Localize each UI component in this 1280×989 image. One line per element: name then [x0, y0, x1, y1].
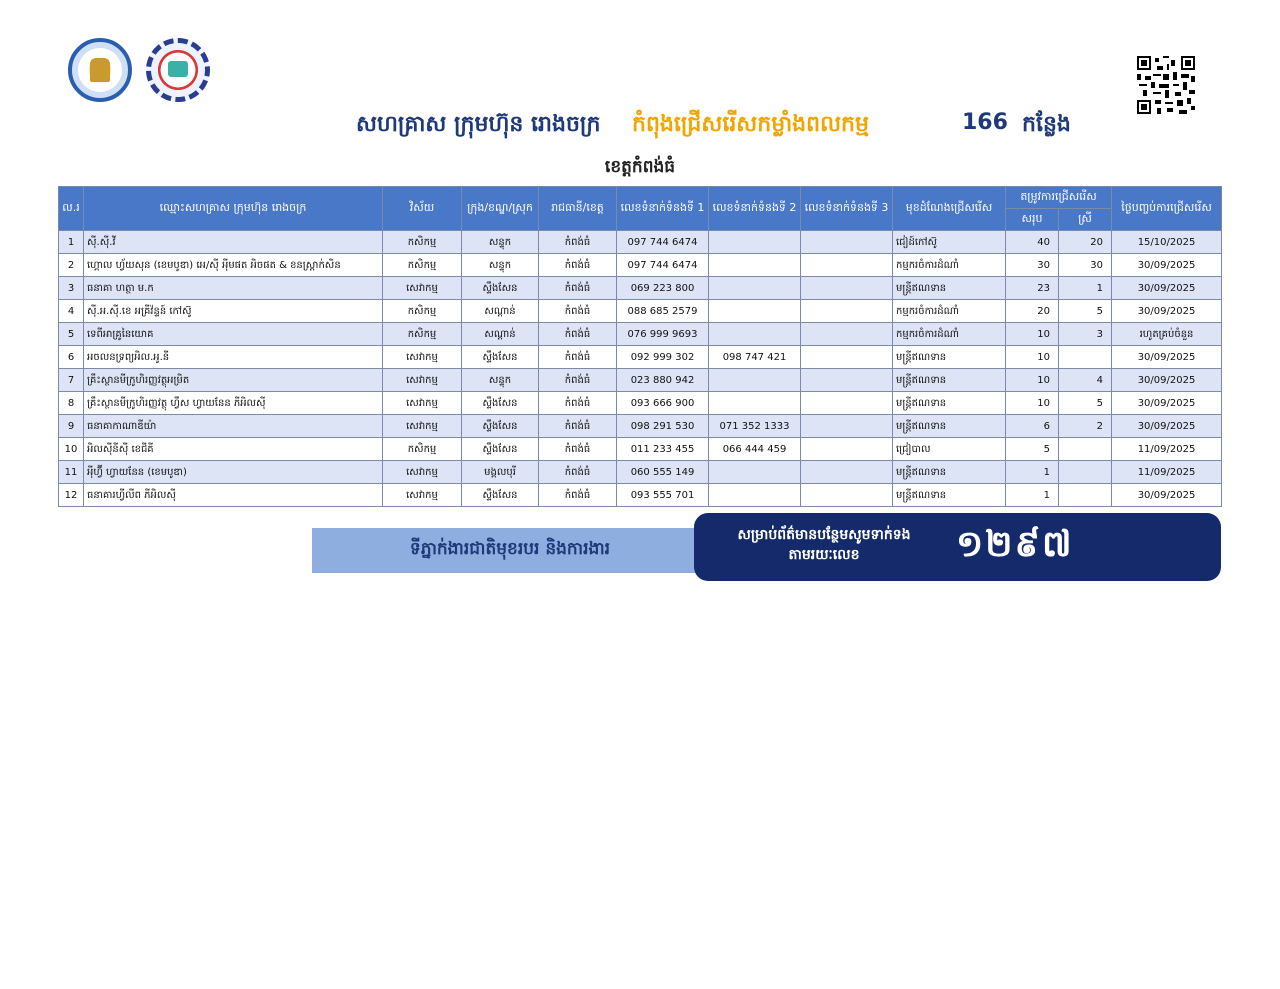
table-row: [59, 277, 1222, 300]
cell-phone3: [801, 369, 893, 392]
cell-phone1: 011 233 455: [617, 438, 709, 461]
cell-no: 10: [59, 438, 84, 461]
cell-province: កំពង់ធំ: [539, 323, 617, 346]
cell-company: ហ្គោល ហ្វ័យសុន (ខេមបូឌា) អេ/ស៊ី អុីមផត អិចផត & ខនស្ត្រាក់សិន: [84, 254, 383, 277]
cell-position: មន្ត្រីឥណទាន: [893, 484, 1006, 507]
cell-phone2: 071 352 1333: [709, 415, 801, 438]
cell-phone2: 066 444 459: [709, 438, 801, 461]
cell-phone2: [709, 300, 801, 323]
cell-total: 1: [1006, 461, 1059, 484]
cell-total: 10: [1006, 369, 1059, 392]
cell-sector: កសិកម្ម: [383, 254, 462, 277]
cell-company: អិលស៊ីនីស៊ី ខេជីគី: [84, 438, 383, 461]
cell-female: 20: [1059, 231, 1112, 254]
cell-phone2: [709, 369, 801, 392]
title-recruiting-label: កំពុងជ្រើសរើសកម្លាំងពលកម្ម: [632, 112, 869, 137]
cell-total: 10: [1006, 346, 1059, 369]
cell-sector: សេវាកម្ម: [383, 346, 462, 369]
cell-deadline: 30/09/2025: [1112, 392, 1222, 415]
cell-phone2: [709, 392, 801, 415]
header-phone1: លេខទំនាក់ទំនងទី 1: [617, 187, 709, 231]
header-province: រាជធានី/ខេត្ត: [539, 187, 617, 231]
cell-position: កម្មករចំការដំណាំ: [893, 254, 1006, 277]
cell-phone1: 088 685 2579: [617, 300, 709, 323]
cell-phone3: [801, 415, 893, 438]
table-row: [59, 323, 1222, 346]
cell-district: សន្ទុក: [462, 231, 539, 254]
cell-company: ធនាគារហ្វីលីព ភីអិលស៊ី: [84, 484, 383, 507]
cell-sector: កសិកម្ម: [383, 300, 462, 323]
cell-company: ទេពីអាគ្រូនៃយោគ: [84, 323, 383, 346]
cell-no: 4: [59, 300, 84, 323]
cell-no: 9: [59, 415, 84, 438]
agency-banner: [312, 528, 708, 573]
cell-female: 2: [1059, 415, 1112, 438]
cell-district: សណ្ដាន់: [462, 323, 539, 346]
cell-female: 5: [1059, 392, 1112, 415]
positions-unit: កន្លែង: [1022, 112, 1071, 137]
cell-total: 23: [1006, 277, 1059, 300]
cell-phone3: [801, 392, 893, 415]
cell-position: ជៀដ៍កៅស៊ូ: [893, 231, 1006, 254]
cell-phone1: 097 744 6474: [617, 231, 709, 254]
cell-province: កំពង់ធំ: [539, 254, 617, 277]
cell-phone3: [801, 438, 893, 461]
cell-company: អចលនទ្រព្យអិល.អូ.នី: [84, 346, 383, 369]
cell-district: ស្ទឹងសែន: [462, 438, 539, 461]
cell-phone2: [709, 323, 801, 346]
cell-female: [1059, 346, 1112, 369]
cell-no: 7: [59, 369, 84, 392]
header-total: សរុប: [1006, 209, 1059, 231]
cell-total: 10: [1006, 323, 1059, 346]
cell-district: មង្គលបុរី: [462, 461, 539, 484]
cell-phone2: [709, 484, 801, 507]
cell-total: 40: [1006, 231, 1059, 254]
cell-position: កម្មករចំការដំណាំ: [893, 323, 1006, 346]
cell-phone1: 076 999 9693: [617, 323, 709, 346]
cell-phone3: [801, 300, 893, 323]
cell-phone2: [709, 277, 801, 300]
cell-total: 30: [1006, 254, 1059, 277]
cell-province: កំពង់ធំ: [539, 392, 617, 415]
cell-phone3: [801, 461, 893, 484]
cell-position: មន្ត្រីឥណទាន: [893, 415, 1006, 438]
cell-position: កម្មករចំការដំណាំ: [893, 300, 1006, 323]
cell-company: អុីហ្វ៊ី ហ្វាយនែន (ខេមបូឌា): [84, 461, 383, 484]
cell-deadline: 30/09/2025: [1112, 346, 1222, 369]
header-district: ក្រុង/ខណ្ឌ/ស្រុក: [462, 187, 539, 231]
cell-position: ជ្រៀបាល: [893, 438, 1006, 461]
cell-company: ធនាគា ហត្ថា ម.ក: [84, 277, 383, 300]
table-row: [59, 346, 1222, 369]
cell-sector: សេវាកម្ម: [383, 277, 462, 300]
header-phone2: លេខទំនាក់ទំនងទី 2: [709, 187, 801, 231]
header-sector: វិស័យ: [383, 187, 462, 231]
cell-no: 11: [59, 461, 84, 484]
cell-sector: កសិកម្ម: [383, 438, 462, 461]
cell-district: ស្ទឹងសែន: [462, 277, 539, 300]
cell-phone3: [801, 277, 893, 300]
table-row: [59, 300, 1222, 323]
cell-no: 5: [59, 323, 84, 346]
cell-phone2: [709, 461, 801, 484]
cell-deadline: 30/09/2025: [1112, 484, 1222, 507]
total-positions: 166: [962, 110, 1008, 135]
cell-district: ស្ទឹងសែន: [462, 392, 539, 415]
cell-district: ស្ទឹងសែន: [462, 484, 539, 507]
cell-total: 20: [1006, 300, 1059, 323]
cell-province: កំពង់ធំ: [539, 415, 617, 438]
cell-position: មន្ត្រីឥណទាន: [893, 346, 1006, 369]
table-row: [59, 369, 1222, 392]
cell-deadline: រហូតគ្រប់ចំនួន: [1112, 323, 1222, 346]
agency-name: ទីភ្នាក់ងារជាតិមុខរបរ និងការងារ: [409, 539, 611, 559]
header-phone3: លេខទំនាក់ទំនងទី 3: [801, 187, 893, 231]
cell-female: 3: [1059, 323, 1112, 346]
cell-phone1: 093 555 701: [617, 484, 709, 507]
table-row: [59, 254, 1222, 277]
cell-province: កំពង់ធំ: [539, 277, 617, 300]
cell-female: 5: [1059, 300, 1112, 323]
table-row: [59, 231, 1222, 254]
cell-phone1: 098 291 530: [617, 415, 709, 438]
cell-district: សន្ទុក: [462, 254, 539, 277]
cell-phone3: [801, 484, 893, 507]
cell-company: ធនាគាកាណាឌីយ៉ា: [84, 415, 383, 438]
cell-deadline: 30/09/2025: [1112, 254, 1222, 277]
cell-no: 3: [59, 277, 84, 300]
province-subtitle: ខេត្តកំពង់ធំ: [604, 157, 676, 177]
cell-female: [1059, 484, 1112, 507]
cell-female: [1059, 438, 1112, 461]
table-row: [59, 392, 1222, 415]
cell-phone1: 060 555 149: [617, 461, 709, 484]
table-row: [59, 461, 1222, 484]
cell-position: មន្ត្រីឥណទាន: [893, 461, 1006, 484]
cell-phone3: [801, 346, 893, 369]
cell-sector: សេវាកម្ម: [383, 484, 462, 507]
ministry-logo: [68, 38, 132, 102]
cell-company: គ្រឹះស្ថានមីក្រូហិរញ្ញវត្ថុអម្រិត: [84, 369, 383, 392]
hotline-banner: [694, 513, 1221, 581]
cell-sector: កសិកម្ម: [383, 323, 462, 346]
cell-district: សណ្ដាន់: [462, 300, 539, 323]
cell-position: មន្ត្រីឥណទាន: [893, 392, 1006, 415]
cell-female: 1: [1059, 277, 1112, 300]
cell-deadline: 11/09/2025: [1112, 438, 1222, 461]
cell-total: 6: [1006, 415, 1059, 438]
cell-deadline: 15/10/2025: [1112, 231, 1222, 254]
cell-no: 6: [59, 346, 84, 369]
cell-province: កំពង់ធំ: [539, 438, 617, 461]
cell-company: ស៊ី.ស៊ី.វី: [84, 231, 383, 254]
header-female: ស្រី: [1059, 209, 1112, 231]
cell-phone1: 093 666 900: [617, 392, 709, 415]
header-no: ល.រ: [59, 187, 84, 231]
cell-phone2: [709, 231, 801, 254]
table-row: [59, 484, 1222, 507]
cell-province: កំពង់ធំ: [539, 300, 617, 323]
header-position: មុខដំណែងជ្រើសរើស: [893, 187, 1006, 231]
cell-female: 4: [1059, 369, 1112, 392]
cell-district: ស្ទឹងសែន: [462, 415, 539, 438]
cell-deadline: 30/09/2025: [1112, 415, 1222, 438]
cell-deadline: 30/09/2025: [1112, 277, 1222, 300]
cell-phone3: [801, 254, 893, 277]
qr-code: [1137, 56, 1195, 114]
hotline-info-text: សម្រាប់ព័ត៌មានបន្ថែមសូមទាក់ទងតាមរយៈលេខ: [737, 527, 911, 563]
cell-total: 5: [1006, 438, 1059, 461]
header-company: ឈ្មោះសហគ្រាស ក្រុមហ៊ុន រោងចក្រ: [84, 187, 383, 231]
cell-company: គ្រឹះស្ថានមីក្រូហិរញ្ញវត្ថុ ហ្វឹស ហ្វាយនែន ភីអិលស៊ី: [84, 392, 383, 415]
cell-position: មន្ត្រីឥណទាន: [893, 277, 1006, 300]
cell-province: កំពង់ធំ: [539, 369, 617, 392]
cell-company: ស៊ី.អ.ស៊ី.ខេ អគ្រីវ៉ន្ទន៍ កៅស៊ូ: [84, 300, 383, 323]
cell-female: [1059, 461, 1112, 484]
cell-phone3: [801, 231, 893, 254]
table-row: [59, 438, 1222, 461]
cell-province: កំពង់ធំ: [539, 346, 617, 369]
cell-no: 8: [59, 392, 84, 415]
title-company-label: សហគ្រាស ក្រុមហ៊ុន រោងចក្រ: [356, 112, 601, 137]
cell-no: 1: [59, 231, 84, 254]
job-table: [58, 186, 1222, 507]
cell-total: 1: [1006, 484, 1059, 507]
header-deadline: ថ្ងៃបញ្ចប់ការជ្រើសរើស: [1112, 187, 1222, 231]
cell-province: កំពង់ធំ: [539, 484, 617, 507]
cell-total: 10: [1006, 392, 1059, 415]
cell-no: 12: [59, 484, 84, 507]
cell-no: 2: [59, 254, 84, 277]
cell-phone2: 098 747 421: [709, 346, 801, 369]
nea-logo: [146, 38, 210, 102]
cell-sector: សេវាកម្ម: [383, 461, 462, 484]
cell-phone1: 097 744 6474: [617, 254, 709, 277]
cell-phone1: 092 999 302: [617, 346, 709, 369]
cell-province: កំពង់ធំ: [539, 461, 617, 484]
cell-sector: សេវាកម្ម: [383, 369, 462, 392]
cell-phone3: [801, 323, 893, 346]
cell-deadline: 11/09/2025: [1112, 461, 1222, 484]
cell-female: 30: [1059, 254, 1112, 277]
header-need: តម្រូវការជ្រើសរើស: [1006, 187, 1112, 209]
hotline-number: ១២៩៧: [956, 524, 1074, 565]
cell-sector: សេវាកម្ម: [383, 392, 462, 415]
cell-phone2: [709, 254, 801, 277]
cell-phone1: 023 880 942: [617, 369, 709, 392]
cell-deadline: 30/09/2025: [1112, 369, 1222, 392]
cell-province: កំពង់ធំ: [539, 231, 617, 254]
cell-position: មន្ត្រីឥណទាន: [893, 369, 1006, 392]
cell-district: សន្ទុក: [462, 369, 539, 392]
cell-sector: កសិកម្ម: [383, 231, 462, 254]
cell-district: ស្ទឹងសែន: [462, 346, 539, 369]
cell-sector: សេវាកម្ម: [383, 415, 462, 438]
cell-deadline: 30/09/2025: [1112, 300, 1222, 323]
table-row: [59, 415, 1222, 438]
cell-phone1: 069 223 800: [617, 277, 709, 300]
